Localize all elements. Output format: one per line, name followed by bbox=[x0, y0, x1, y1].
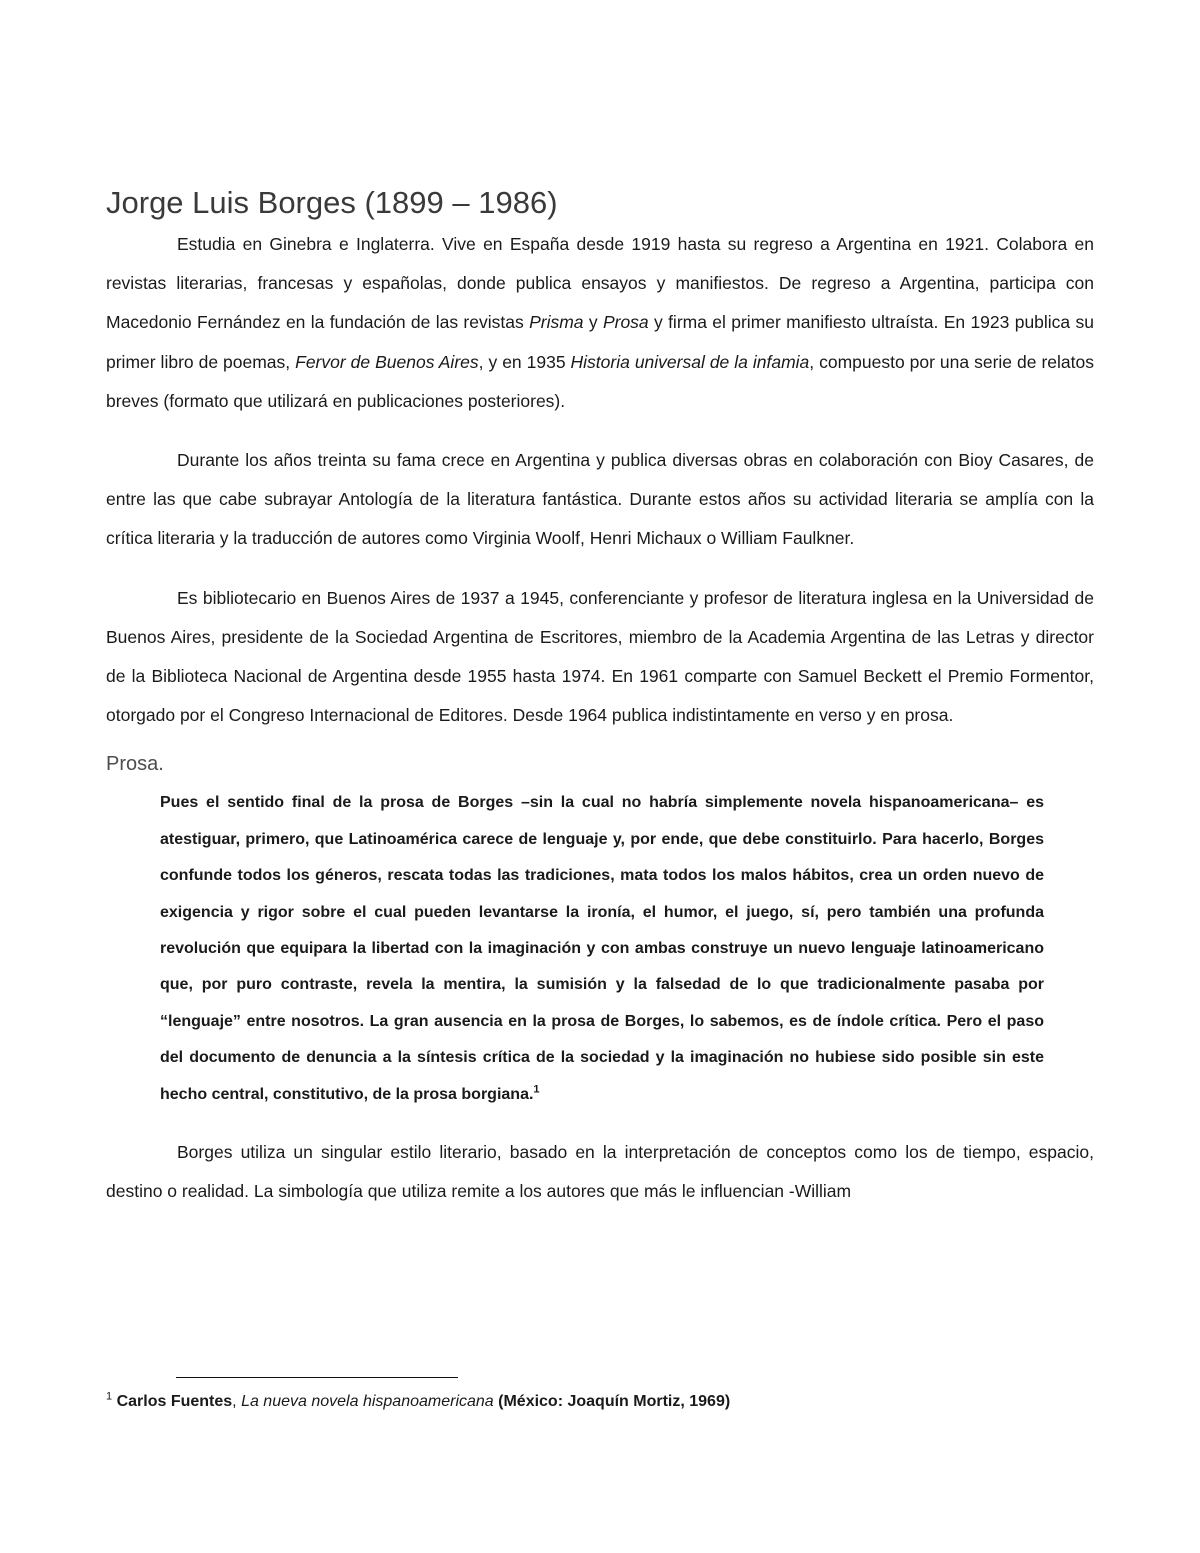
footnote-publication: (México: Joaquín Mortiz, 1969) bbox=[493, 1393, 731, 1410]
block-quote-fuentes: Pues el sentido final de la prosa de Borges –sin la cual no habría simplemente novela hispanoamericana– es atestiguar, primero, que Latinoamérica carece de lenguaje y, por ende, que debe constituirlo. Para hacerlo, Borges confunde todos los géneros, rescata todas las tradiciones, mata todos los malos hábitos, crea un orden nuevo de exigencia y rigor sobre el cual pueden levantarse la ironía, el humor, el juego, sí, pero también una profunda revolución que equipara la libertad con la imaginación y con ambas construye un nuevo lenguaje latinoamericano que, por puro contraste, revela la mentira, la sumisión y la falsedad de lo que tradicionalmente pasaba por “lenguaje” entre nosotros. La gran ausencia en la prosa de Borges, lo sabemos, es de índole crítica. Pero el paso del documento de denuncia a la síntesis crítica de la sociedad y la imaginación no hubiese sido posible sin este hecho central, constitutivo, de la prosa borgiana.$^1$ bbox=[160, 794, 1044, 1103]
paragraph-career: Es bibliotecario en Buenos Aires de 1937 a 1945, conferenciante y profesor de literatura inglesa en la Universidad de Buenos Aires, presidente de la Sociedad Argentina de Escritores, miembro de la Academia Argentina de las Letras y director de la Biblioteca Nacional de Argentina desde 1955 hasta 1974. En 1961 comparte con Samuel Beckett el Premio Formentor, otorgado por el Congreso Internacional de Editores. Desde 1964 publica indistintamente en verso y en prosa. bbox=[106, 587, 1094, 726]
footnote-reference[interactable]: 1 bbox=[533, 1083, 540, 1096]
italic-title-fervor: Fervor de Buenos Aires bbox=[295, 351, 479, 372]
italic-title-prisma: Prisma bbox=[529, 312, 584, 333]
section-heading-prosa: Prosa. bbox=[106, 753, 164, 776]
footnote-separator bbox=[176, 1377, 458, 1378]
paragraph-thirties: Durante los años treinta su fama crece en Argentina y publica diversas obras en colaboración con Bioy Casares, de entre las que cabe subrayar Antología de la literatura fantástica. Durante estos años su actividad literaria se amplía con la crítica literaria y la traducción de autores como Virginia Woolf, Henri Michaux o William Faulkner. bbox=[106, 450, 1094, 549]
document-page bbox=[106, 183, 1094, 1212]
italic-title-historia: Historia universal de la infamia bbox=[570, 351, 810, 372]
paragraph-biography-early: Estudia en Ginebra e Inglaterra. Vive en España desde 1919 hasta su regreso a Argentina en 1921. Colabora en revistas literarias, francesas y españolas, donde publica ensayos y manifiestos. De regreso a Argentina, participa con Macedonio Fernández en la fundación de las revistas Prisma y Prosa y firma el primer manifiesto ultraísta. En 1923 publica su primer libro de poemas, Fervor de Buenos Aires, y en 1935 Historia universal de la infamia, compuesto por una serie de relatos breves (formato que utilizará en publicaciones posteriores). bbox=[106, 234, 1094, 411]
footnote-work-title: La nueva novela hispanoamericana bbox=[241, 1393, 494, 1410]
italic-title-prosa: Prosa bbox=[602, 312, 649, 333]
page-title: Jorge Luis Borges (1899 – 1986) bbox=[106, 185, 558, 220]
footnote-number: 1 bbox=[106, 1390, 113, 1403]
footnote: $^1$ Carlos Fuentes, La nueva novela hispanoamericana (México: Joaquín Mortiz, 1969) bbox=[106, 1390, 731, 1410]
paragraph-style: Borges utiliza un singular estilo literario, basado en la interpretación de conceptos como los de tiempo, espacio, destino o realidad. La simbología que utiliza remite a los autores que más le influencian -William bbox=[106, 1142, 1094, 1202]
footnote-author: Carlos Fuentes bbox=[116, 1393, 233, 1410]
